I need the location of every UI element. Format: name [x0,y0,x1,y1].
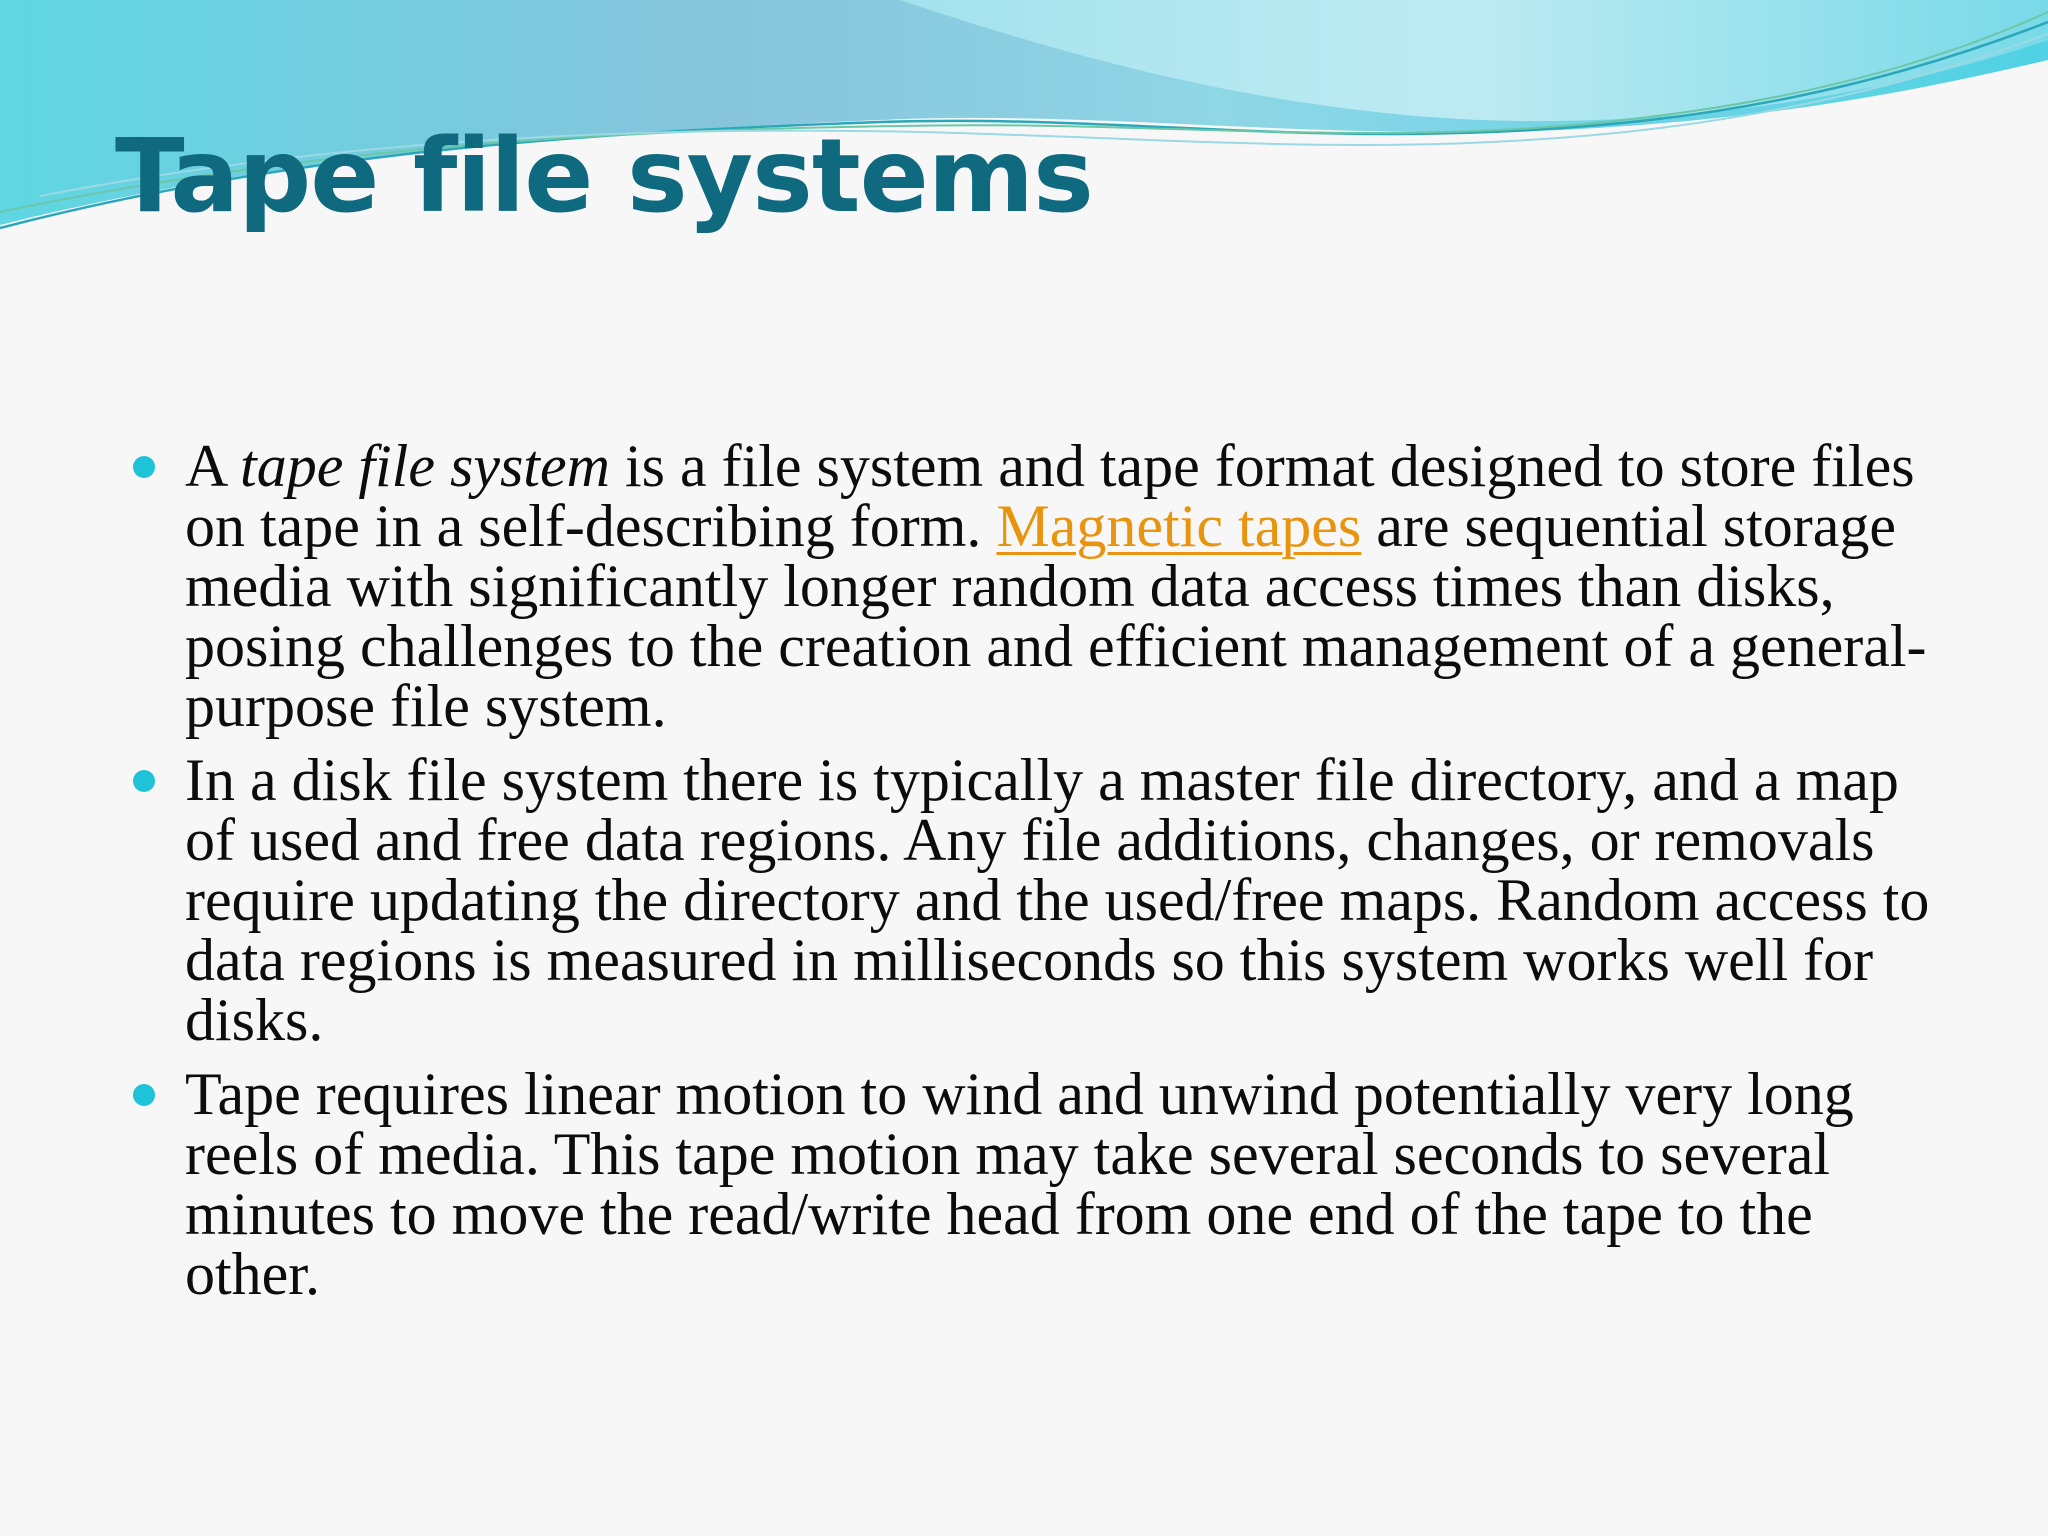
bullet-text-prefix: A [185,433,241,499]
slide-title: Tape file systems [115,117,1093,236]
bullet-item-tape-file-system [133,433,1933,739]
bullet-text-middle: is a file system and tape format designed to store files on tape in a self-describing form. [185,433,1915,559]
bullet-item-disk-file-system [133,747,1933,1053]
bullet-item-tape-motion [133,1061,1933,1307]
bullet-text: In a disk file system there is typically a master file directory, and a map of used and free data regions. Any file additions, changes, or removals require updating the directory and the used/free maps. Random access to data regions is measured in milliseconds so this system works well for disks. [185,747,1930,1053]
bullet-text: Tape requires linear motion to wind and unwind potentially very long reels of media. This tape motion may take several seconds to several minutes to move the read/write head from one end of the tape to the other. [185,1061,1854,1307]
bullet-list [133,433,1933,1318]
bullet-marker-icon [133,456,155,478]
bullet-text-suffix: are sequential storage media with significantly longer random data access times than disks, posing challenges to the creation and efficient management of a general-purpose file system. [185,493,1927,739]
bullet-marker-icon [133,770,155,792]
bullet-marker-icon [133,1084,155,1106]
magnetic-tapes-link[interactable]: Magnetic tapes [996,493,1362,559]
emphasized-term: tape file system [240,433,610,499]
